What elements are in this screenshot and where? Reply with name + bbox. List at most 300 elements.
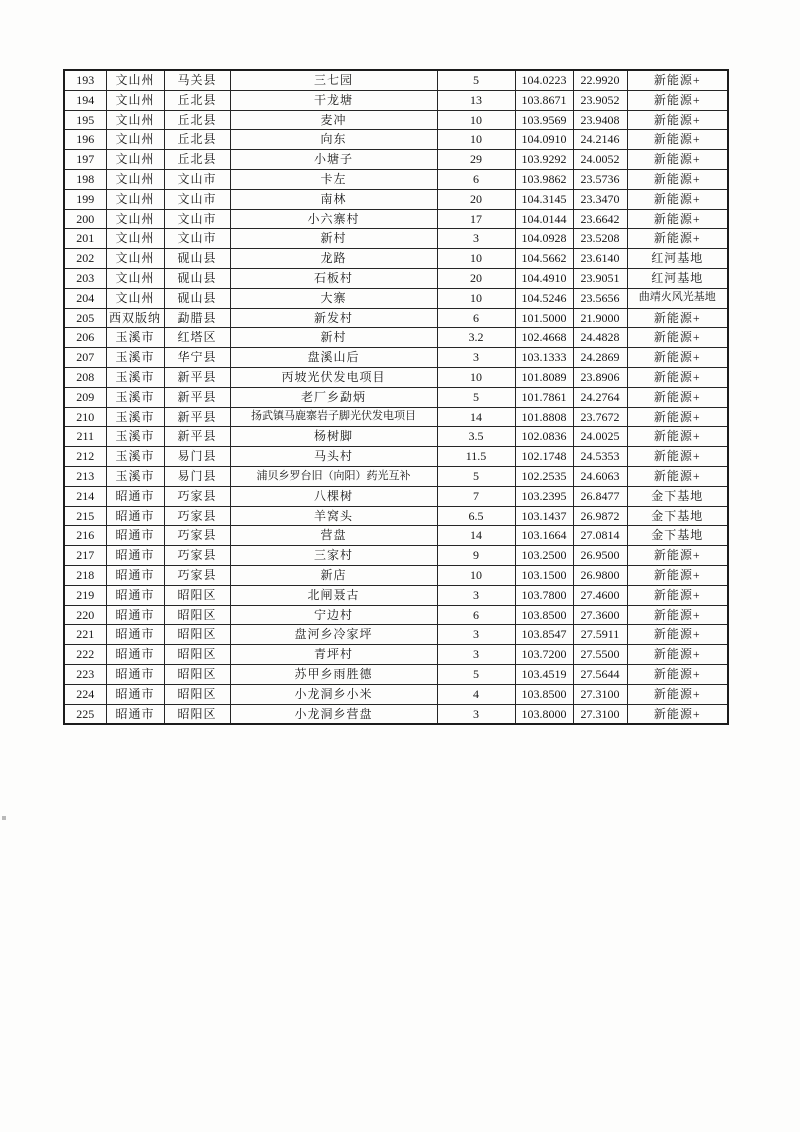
longitude-cell: 103.4519 — [515, 664, 573, 684]
latitude-cell: 23.9052 — [573, 90, 627, 110]
table-row — [64, 486, 728, 506]
latitude-cell: 23.5208 — [573, 229, 627, 249]
prefecture-cell: 文山州 — [106, 90, 164, 110]
category-cell: 新能源+ — [627, 209, 728, 229]
table-row — [64, 209, 728, 229]
county-cell: 新平县 — [164, 387, 230, 407]
row-number-cell: 215 — [64, 506, 106, 526]
county-cell: 文山市 — [164, 189, 230, 209]
prefecture-cell: 昭通市 — [106, 526, 164, 546]
prefecture-cell: 昭通市 — [106, 506, 164, 526]
county-cell: 巧家县 — [164, 486, 230, 506]
prefecture-cell: 文山州 — [106, 229, 164, 249]
row-number-cell: 219 — [64, 585, 106, 605]
latitude-cell: 24.6063 — [573, 466, 627, 486]
longitude-cell: 101.8089 — [515, 367, 573, 387]
category-cell: 新能源+ — [627, 229, 728, 249]
category-cell: 新能源+ — [627, 110, 728, 130]
project-name-cell: 青坪村 — [230, 645, 437, 665]
longitude-cell: 101.5000 — [515, 308, 573, 328]
category-cell: 新能源+ — [627, 625, 728, 645]
table-row — [64, 407, 728, 427]
project-name-cell: 南林 — [230, 189, 437, 209]
prefecture-cell: 玉溪市 — [106, 466, 164, 486]
table-row — [64, 268, 728, 288]
table-row — [64, 130, 728, 150]
category-cell: 曲靖火风光基地 — [627, 288, 728, 308]
longitude-cell: 104.0928 — [515, 229, 573, 249]
table-row — [64, 704, 728, 724]
table-row — [64, 288, 728, 308]
row-number-cell: 224 — [64, 684, 106, 704]
prefecture-cell: 文山州 — [106, 189, 164, 209]
longitude-cell: 103.1500 — [515, 565, 573, 585]
table-body — [64, 70, 728, 724]
row-number-cell: 206 — [64, 328, 106, 348]
capacity-cell: 5 — [437, 70, 515, 90]
row-number-cell: 194 — [64, 90, 106, 110]
row-number-cell: 199 — [64, 189, 106, 209]
category-cell: 金下基地 — [627, 526, 728, 546]
row-number-cell: 201 — [64, 229, 106, 249]
project-name-cell: 大寨 — [230, 288, 437, 308]
row-number-cell: 221 — [64, 625, 106, 645]
longitude-cell: 104.0910 — [515, 130, 573, 150]
prefecture-cell: 玉溪市 — [106, 367, 164, 387]
latitude-cell: 24.2146 — [573, 130, 627, 150]
project-name-cell: 石板村 — [230, 268, 437, 288]
latitude-cell: 27.3600 — [573, 605, 627, 625]
prefecture-cell: 昭通市 — [106, 585, 164, 605]
county-cell: 红塔区 — [164, 328, 230, 348]
row-number-cell: 193 — [64, 70, 106, 90]
project-name-cell: 三家村 — [230, 546, 437, 566]
table-row — [64, 229, 728, 249]
county-cell: 华宁县 — [164, 348, 230, 368]
project-name-cell: 三七园 — [230, 70, 437, 90]
capacity-cell: 5 — [437, 664, 515, 684]
project-name-cell: 马头村 — [230, 447, 437, 467]
latitude-cell: 27.0814 — [573, 526, 627, 546]
category-cell: 新能源+ — [627, 585, 728, 605]
category-cell: 新能源+ — [627, 150, 728, 170]
capacity-cell: 3 — [437, 585, 515, 605]
prefecture-cell: 文山州 — [106, 209, 164, 229]
capacity-cell: 6 — [437, 169, 515, 189]
capacity-cell: 3 — [437, 625, 515, 645]
category-cell: 红河基地 — [627, 268, 728, 288]
prefecture-cell: 玉溪市 — [106, 407, 164, 427]
capacity-cell: 10 — [437, 288, 515, 308]
category-cell: 新能源+ — [627, 664, 728, 684]
county-cell: 砚山县 — [164, 249, 230, 269]
table-row — [64, 189, 728, 209]
category-cell: 新能源+ — [627, 308, 728, 328]
row-number-cell: 198 — [64, 169, 106, 189]
project-name-cell: 新村 — [230, 229, 437, 249]
longitude-cell: 103.8671 — [515, 90, 573, 110]
prefecture-cell: 文山州 — [106, 268, 164, 288]
project-name-cell: 向东 — [230, 130, 437, 150]
table-row — [64, 328, 728, 348]
category-cell: 新能源+ — [627, 546, 728, 566]
table-row — [64, 387, 728, 407]
latitude-cell: 23.9408 — [573, 110, 627, 130]
row-number-cell: 212 — [64, 447, 106, 467]
capacity-cell: 10 — [437, 367, 515, 387]
latitude-cell: 24.2869 — [573, 348, 627, 368]
category-cell: 金下基地 — [627, 486, 728, 506]
project-name-cell: 宁边村 — [230, 605, 437, 625]
row-number-cell: 200 — [64, 209, 106, 229]
capacity-cell: 3.2 — [437, 328, 515, 348]
latitude-cell: 23.7672 — [573, 407, 627, 427]
category-cell: 新能源+ — [627, 348, 728, 368]
table-row — [64, 110, 728, 130]
project-name-cell: 小塘子 — [230, 150, 437, 170]
longitude-cell: 102.0836 — [515, 427, 573, 447]
longitude-cell: 103.7200 — [515, 645, 573, 665]
capacity-cell: 10 — [437, 130, 515, 150]
row-number-cell: 225 — [64, 704, 106, 724]
row-number-cell: 203 — [64, 268, 106, 288]
latitude-cell: 24.4828 — [573, 328, 627, 348]
category-cell: 新能源+ — [627, 427, 728, 447]
capacity-cell: 10 — [437, 565, 515, 585]
longitude-cell: 103.9862 — [515, 169, 573, 189]
table-row — [64, 526, 728, 546]
latitude-cell: 23.8906 — [573, 367, 627, 387]
longitude-cell: 104.5662 — [515, 249, 573, 269]
project-name-cell: 八棵树 — [230, 486, 437, 506]
latitude-cell: 26.9800 — [573, 565, 627, 585]
project-name-cell: 杨树脚 — [230, 427, 437, 447]
latitude-cell: 27.4600 — [573, 585, 627, 605]
longitude-cell: 104.0144 — [515, 209, 573, 229]
capacity-cell: 3 — [437, 229, 515, 249]
row-number-cell: 216 — [64, 526, 106, 546]
capacity-cell: 3 — [437, 348, 515, 368]
longitude-cell: 103.9569 — [515, 110, 573, 130]
category-cell: 新能源+ — [627, 387, 728, 407]
prefecture-cell: 昭通市 — [106, 605, 164, 625]
capacity-cell: 6 — [437, 308, 515, 328]
row-number-cell: 207 — [64, 348, 106, 368]
county-cell: 丘北县 — [164, 110, 230, 130]
category-cell: 新能源+ — [627, 189, 728, 209]
table-row — [64, 506, 728, 526]
capacity-cell: 13 — [437, 90, 515, 110]
prefecture-cell: 昭通市 — [106, 565, 164, 585]
capacity-cell: 10 — [437, 249, 515, 269]
latitude-cell: 22.9920 — [573, 70, 627, 90]
longitude-cell: 104.4910 — [515, 268, 573, 288]
prefecture-cell: 文山州 — [106, 150, 164, 170]
county-cell: 昭阳区 — [164, 664, 230, 684]
county-cell: 新平县 — [164, 407, 230, 427]
county-cell: 昭阳区 — [164, 704, 230, 724]
capacity-cell: 29 — [437, 150, 515, 170]
project-name-cell: 苏甲乡雨胜德 — [230, 664, 437, 684]
county-cell: 丘北县 — [164, 130, 230, 150]
prefecture-cell: 昭通市 — [106, 645, 164, 665]
capacity-cell: 14 — [437, 407, 515, 427]
county-cell: 昭阳区 — [164, 585, 230, 605]
row-number-cell: 202 — [64, 249, 106, 269]
row-number-cell: 211 — [64, 427, 106, 447]
project-name-cell: 丙坡光伏发电项目 — [230, 367, 437, 387]
table-row — [64, 684, 728, 704]
latitude-cell: 21.9000 — [573, 308, 627, 328]
county-cell: 巧家县 — [164, 546, 230, 566]
project-name-cell: 北闸聂古 — [230, 585, 437, 605]
row-number-cell: 196 — [64, 130, 106, 150]
county-cell: 昭阳区 — [164, 605, 230, 625]
longitude-cell: 102.2535 — [515, 466, 573, 486]
longitude-cell: 103.1437 — [515, 506, 573, 526]
latitude-cell: 27.5644 — [573, 664, 627, 684]
latitude-cell: 26.8477 — [573, 486, 627, 506]
latitude-cell: 23.6642 — [573, 209, 627, 229]
latitude-cell: 27.3100 — [573, 684, 627, 704]
category-cell: 新能源+ — [627, 704, 728, 724]
prefecture-cell: 昭通市 — [106, 546, 164, 566]
longitude-cell: 103.8000 — [515, 704, 573, 724]
table-row — [64, 565, 728, 585]
row-number-cell: 208 — [64, 367, 106, 387]
capacity-cell: 10 — [437, 110, 515, 130]
prefecture-cell: 玉溪市 — [106, 447, 164, 467]
capacity-cell: 3 — [437, 704, 515, 724]
county-cell: 丘北县 — [164, 90, 230, 110]
row-number-cell: 222 — [64, 645, 106, 665]
scan-artifact-speck — [2, 816, 6, 820]
table-row — [64, 466, 728, 486]
longitude-cell: 103.8500 — [515, 605, 573, 625]
capacity-cell: 9 — [437, 546, 515, 566]
table-row — [64, 249, 728, 269]
category-cell: 新能源+ — [627, 645, 728, 665]
longitude-cell: 103.2500 — [515, 546, 573, 566]
category-cell: 新能源+ — [627, 407, 728, 427]
county-cell: 文山市 — [164, 229, 230, 249]
county-cell: 勐腊县 — [164, 308, 230, 328]
county-cell: 易门县 — [164, 466, 230, 486]
row-number-cell: 197 — [64, 150, 106, 170]
latitude-cell: 23.5736 — [573, 169, 627, 189]
longitude-cell: 103.9292 — [515, 150, 573, 170]
county-cell: 巧家县 — [164, 506, 230, 526]
row-number-cell: 204 — [64, 288, 106, 308]
longitude-cell: 103.2395 — [515, 486, 573, 506]
capacity-cell: 7 — [437, 486, 515, 506]
table-row — [64, 447, 728, 467]
category-cell: 新能源+ — [627, 90, 728, 110]
project-name-cell: 新店 — [230, 565, 437, 585]
county-cell: 丘北县 — [164, 150, 230, 170]
longitude-cell: 103.1664 — [515, 526, 573, 546]
county-cell: 昭阳区 — [164, 625, 230, 645]
row-number-cell: 214 — [64, 486, 106, 506]
row-number-cell: 220 — [64, 605, 106, 625]
longitude-cell: 102.1748 — [515, 447, 573, 467]
prefecture-cell: 玉溪市 — [106, 427, 164, 447]
longitude-cell: 104.5246 — [515, 288, 573, 308]
latitude-cell: 26.9500 — [573, 546, 627, 566]
latitude-cell: 24.5353 — [573, 447, 627, 467]
prefecture-cell: 玉溪市 — [106, 348, 164, 368]
county-cell: 昭阳区 — [164, 684, 230, 704]
row-number-cell: 218 — [64, 565, 106, 585]
county-cell: 易门县 — [164, 447, 230, 467]
latitude-cell: 27.5500 — [573, 645, 627, 665]
table-row — [64, 427, 728, 447]
longitude-cell: 103.1333 — [515, 348, 573, 368]
project-name-cell: 卡左 — [230, 169, 437, 189]
county-cell: 昭阳区 — [164, 645, 230, 665]
project-name-cell: 干龙塘 — [230, 90, 437, 110]
prefecture-cell: 昭通市 — [106, 664, 164, 684]
project-list-table — [63, 69, 729, 725]
category-cell: 新能源+ — [627, 447, 728, 467]
county-cell: 巧家县 — [164, 565, 230, 585]
latitude-cell: 24.2764 — [573, 387, 627, 407]
capacity-cell: 3.5 — [437, 427, 515, 447]
table-row — [64, 625, 728, 645]
category-cell: 红河基地 — [627, 249, 728, 269]
category-cell: 新能源+ — [627, 684, 728, 704]
county-cell: 新平县 — [164, 427, 230, 447]
longitude-cell: 103.8500 — [515, 684, 573, 704]
capacity-cell: 11.5 — [437, 447, 515, 467]
capacity-cell: 6.5 — [437, 506, 515, 526]
category-cell: 新能源+ — [627, 328, 728, 348]
project-name-cell: 小龙洞乡小米 — [230, 684, 437, 704]
longitude-cell: 104.3145 — [515, 189, 573, 209]
latitude-cell: 26.9872 — [573, 506, 627, 526]
prefecture-cell: 文山州 — [106, 288, 164, 308]
row-number-cell: 209 — [64, 387, 106, 407]
category-cell: 新能源+ — [627, 130, 728, 150]
latitude-cell: 23.6140 — [573, 249, 627, 269]
capacity-cell: 4 — [437, 684, 515, 704]
prefecture-cell: 文山州 — [106, 70, 164, 90]
category-cell: 新能源+ — [627, 605, 728, 625]
prefecture-cell: 文山州 — [106, 249, 164, 269]
row-number-cell: 223 — [64, 664, 106, 684]
table-row — [64, 605, 728, 625]
county-cell: 砚山县 — [164, 268, 230, 288]
capacity-cell: 14 — [437, 526, 515, 546]
capacity-cell: 17 — [437, 209, 515, 229]
prefecture-cell: 文山州 — [106, 110, 164, 130]
table-row — [64, 70, 728, 90]
prefecture-cell: 玉溪市 — [106, 328, 164, 348]
table-row — [64, 546, 728, 566]
longitude-cell: 101.7861 — [515, 387, 573, 407]
project-name-cell: 龙路 — [230, 249, 437, 269]
table-row — [64, 348, 728, 368]
longitude-cell: 101.8808 — [515, 407, 573, 427]
latitude-cell: 23.5656 — [573, 288, 627, 308]
county-cell: 巧家县 — [164, 526, 230, 546]
longitude-cell: 102.4668 — [515, 328, 573, 348]
longitude-cell: 103.7800 — [515, 585, 573, 605]
row-number-cell: 195 — [64, 110, 106, 130]
capacity-cell: 5 — [437, 466, 515, 486]
county-cell: 文山市 — [164, 209, 230, 229]
capacity-cell: 20 — [437, 189, 515, 209]
capacity-cell: 6 — [437, 605, 515, 625]
latitude-cell: 23.3470 — [573, 189, 627, 209]
table-row — [64, 169, 728, 189]
project-name-cell: 浦贝乡罗台旧（向阳）药光互补 — [230, 466, 437, 486]
table-row — [64, 645, 728, 665]
table-row — [64, 664, 728, 684]
project-name-cell: 麦冲 — [230, 110, 437, 130]
project-name-cell: 盘溪山后 — [230, 348, 437, 368]
row-number-cell: 217 — [64, 546, 106, 566]
county-cell: 文山市 — [164, 169, 230, 189]
county-cell: 马关县 — [164, 70, 230, 90]
project-name-cell: 新发村 — [230, 308, 437, 328]
category-cell: 金下基地 — [627, 506, 728, 526]
prefecture-cell: 玉溪市 — [106, 387, 164, 407]
latitude-cell: 24.0025 — [573, 427, 627, 447]
project-name-cell: 营盘 — [230, 526, 437, 546]
longitude-cell: 103.8547 — [515, 625, 573, 645]
table-row — [64, 90, 728, 110]
category-cell: 新能源+ — [627, 565, 728, 585]
latitude-cell: 24.0052 — [573, 150, 627, 170]
row-number-cell: 205 — [64, 308, 106, 328]
project-name-cell: 新村 — [230, 328, 437, 348]
table-row — [64, 585, 728, 605]
project-name-cell: 小龙洞乡营盘 — [230, 704, 437, 724]
project-name-cell: 盘河乡冷家坪 — [230, 625, 437, 645]
prefecture-cell: 文山州 — [106, 169, 164, 189]
row-number-cell: 210 — [64, 407, 106, 427]
project-name-cell: 扬武镇马鹿寨岩子脚光伏发电项目 — [230, 407, 437, 427]
project-name-cell: 羊窝头 — [230, 506, 437, 526]
prefecture-cell: 文山州 — [106, 130, 164, 150]
prefecture-cell: 昭通市 — [106, 704, 164, 724]
latitude-cell: 27.5911 — [573, 625, 627, 645]
county-cell: 新平县 — [164, 367, 230, 387]
latitude-cell: 27.3100 — [573, 704, 627, 724]
project-name-cell: 老厂乡勐炳 — [230, 387, 437, 407]
category-cell: 新能源+ — [627, 169, 728, 189]
prefecture-cell: 西双版纳 — [106, 308, 164, 328]
table-row — [64, 308, 728, 328]
capacity-cell: 5 — [437, 387, 515, 407]
category-cell: 新能源+ — [627, 466, 728, 486]
table-row — [64, 150, 728, 170]
project-name-cell: 小六寨村 — [230, 209, 437, 229]
county-cell: 砚山县 — [164, 288, 230, 308]
prefecture-cell: 昭通市 — [106, 486, 164, 506]
category-cell: 新能源+ — [627, 70, 728, 90]
longitude-cell: 104.0223 — [515, 70, 573, 90]
category-cell: 新能源+ — [627, 367, 728, 387]
prefecture-cell: 昭通市 — [106, 684, 164, 704]
row-number-cell: 213 — [64, 466, 106, 486]
table-row — [64, 367, 728, 387]
capacity-cell: 3 — [437, 645, 515, 665]
prefecture-cell: 昭通市 — [106, 625, 164, 645]
latitude-cell: 23.9051 — [573, 268, 627, 288]
capacity-cell: 20 — [437, 268, 515, 288]
